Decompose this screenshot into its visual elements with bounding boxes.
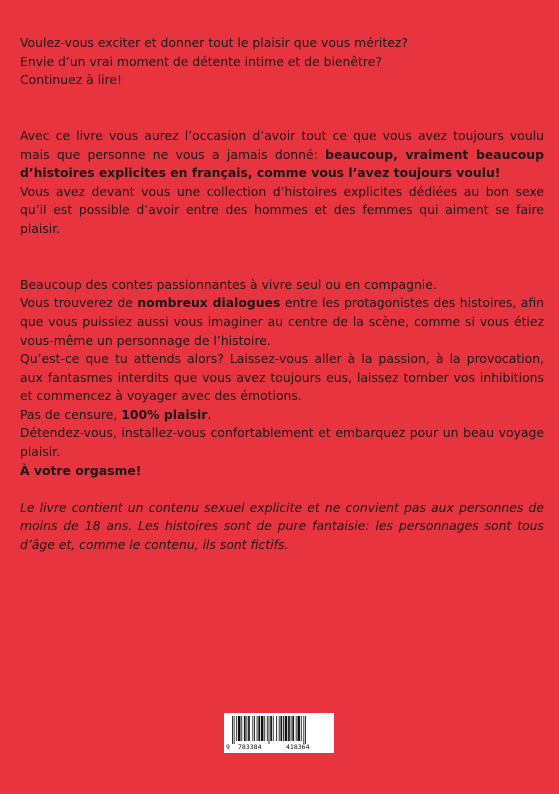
- barcode-bar: [232, 716, 233, 744]
- paragraph-censure: [20, 406, 544, 425]
- paragraph-offer: [20, 127, 544, 183]
- paragraph-dialogues: [20, 294, 544, 350]
- offer-text: Avec ce livre vous aurez l’occasion d’avoir tout ce que vous avez toujours voulu mais que personne ne vous a jamais donné:: [20, 127, 544, 162]
- barcode-bar: [296, 716, 297, 741]
- censure-bold: 100% plaisir: [121, 406, 208, 422]
- barcode-bar: [303, 716, 304, 744]
- barcode-bar: [297, 716, 300, 741]
- disclaimer: Le livre contient un contenu sexuel explicite et ne convient pas aux personnes de moins de 18 ans. Les histoires sont de pure fantaisie: les personnages sont tous d’âge et, comme le contenu, ils sont fictifs.: [20, 499, 544, 553]
- barcode-bar: [270, 716, 272, 741]
- barcode-bar: [291, 716, 292, 741]
- paragraph-contes: Beaucoup des contes passionnantes à vivre seul ou en compagnie.: [20, 276, 437, 292]
- offer-bold: beaucoup, vraiment beaucoup d’histoires explicites en français, comme vous l’avez toujours voulu!: [20, 146, 544, 181]
- barcode-bar: [258, 716, 260, 741]
- barcode-bar: [264, 716, 265, 741]
- barcode-bar: [279, 716, 280, 741]
- paragraph-detendez: Détendez-vous, installez-vous confortablement et embarquez pour un beau voyage plaisir.: [20, 425, 544, 460]
- intro-line-3: Continuez à lire!: [20, 72, 122, 88]
- censure-text-a: Pas de censure,: [20, 406, 122, 422]
- barcode-bar: [244, 716, 246, 741]
- paragraph-collection: Vous avez devant vous une collection d’histoires explicites dédiées au bon sexe qu’il est possible d’avoir entre des hommes et des femmes qui aiment se faire plaisir.: [20, 183, 544, 236]
- barcode-bar: [252, 716, 253, 741]
- barcode-bar: [273, 716, 274, 741]
- barcode-bar: [301, 716, 302, 741]
- back-cover-text: [20, 34, 544, 555]
- barcode-bar: [292, 716, 294, 741]
- barcode-bar: [241, 716, 242, 741]
- barcode-bar: [269, 716, 270, 744]
- closing-bold: À votre orgasme!: [20, 462, 142, 478]
- barcode-bar: [234, 716, 235, 744]
- barcode-bar: [236, 716, 237, 741]
- paragraph-question: Qu’est-ce que tu attends alors? Laissez-vous aller à la passion, à la provocation, aux fantasmes interdits que vous avez toujours eus, laissez tomber vos inhibitions et commencez à voyager avec des émotions.: [20, 351, 544, 404]
- barcode-bar: [283, 716, 284, 741]
- barcode-bar: [261, 716, 264, 741]
- intro-line-1: Voulez-vous exciter et donner tout le plaisir que vous méritez?: [20, 35, 408, 50]
- barcode-bar: [248, 716, 250, 741]
- barcode-bar: [246, 716, 247, 741]
- barcode-bar: [257, 716, 258, 741]
- isbn-barcode: [224, 713, 334, 753]
- closing-line: [20, 462, 544, 481]
- barcode-bar: [276, 716, 277, 741]
- intro-line-2: Envie d’un vrai moment de détente intime et de bienêtre?: [20, 53, 382, 69]
- barcode-bar: [285, 716, 288, 741]
- barcode-bar: [267, 716, 268, 741]
- censure-text-b: .: [207, 406, 212, 422]
- barcode-bar: [280, 716, 282, 741]
- dialogues-bold: nombreux dialogues: [137, 295, 281, 311]
- dialogues-text-a: Vous trouverez de: [20, 295, 138, 311]
- barcode-group-right: 418364: [286, 743, 310, 751]
- barcode-digit-first: 9: [226, 743, 230, 751]
- barcode-bar: [238, 716, 241, 741]
- barcode-bar: [288, 716, 290, 741]
- barcode-group-left: 783384: [238, 743, 262, 751]
- barcode-bar: [305, 716, 306, 744]
- dialogues-text-b: entre les protagonistes des histoires, afin que vous puissiez aussi vous imaginer au centre de la scène, comme si vous étiez vous-même un personnage de l’histoire.: [20, 295, 545, 348]
- barcode-bar: [254, 716, 255, 741]
